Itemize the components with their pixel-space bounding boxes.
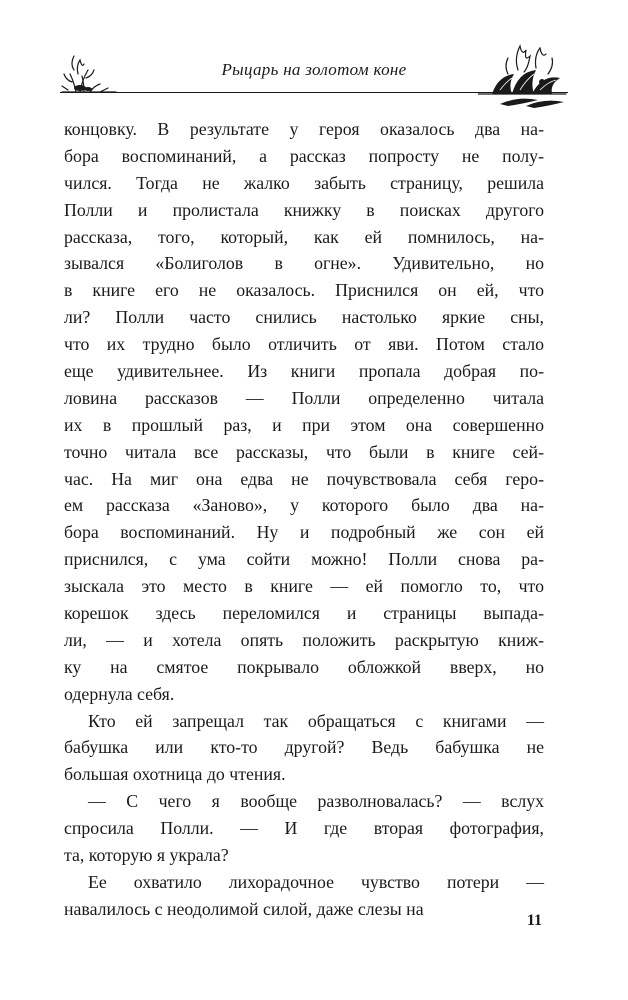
text-line: большая охотница до чтения.	[64, 764, 286, 785]
paragraph	[64, 116, 544, 708]
text-line: в книге его не оказалось. Приснился он ей, что	[64, 280, 544, 301]
text-line: чился. Тогда не жалко забыть страницу, решила	[64, 172, 544, 193]
text-line: приснился, с ума сойти можно! Полли снова ра-	[64, 549, 544, 570]
text-line: ли, — и хотела опять положить раскрытую книж-	[64, 629, 544, 650]
text-line: бабушка или кто-то другой? Ведь бабушка не	[64, 737, 544, 758]
text-line: ли? Полли часто снились настолько яркие сны,	[64, 307, 544, 328]
text-line: Ее охватило лихорадочное чувство потери —	[88, 871, 544, 892]
paragraph	[64, 708, 544, 789]
page-number: 11	[526, 912, 542, 929]
text-line: концовку. В результате у героя оказалось два на-	[64, 119, 544, 139]
text-line: их в прошлый раз, и при этом она совершенно	[64, 414, 544, 435]
text-line: рассказа, того, который, как ей помнилось, на-	[64, 226, 544, 247]
running-header-title: Рыцарь на золотом коне	[221, 60, 407, 79]
running-header	[60, 40, 568, 110]
text-line: что их трудно было отличить от яви. Потом стало	[64, 334, 544, 355]
text-line: спросила Полли. — И где вторая фотография,	[64, 818, 544, 839]
text-line: еще удивительнее. Из книги пропала добрая по-	[64, 361, 544, 382]
text-line: час. На миг она едва не почувствовала себя геро-	[64, 468, 544, 489]
text-line: ем рассказа «Заново», у которого было два на-	[64, 495, 544, 516]
body-text	[64, 116, 544, 923]
paragraph	[64, 869, 544, 923]
text-line: зывался «Болиголов в огне». Удивительно, но	[64, 253, 544, 274]
paragraph	[64, 788, 544, 869]
text-line: навалилось с неодолимой силой, даже слезы на	[64, 898, 424, 919]
text-line: зыскала это место в книге — ей помогло то, что	[64, 576, 544, 597]
text-line: одернула себя.	[64, 683, 175, 704]
text-line: бора воспоминаний, а рассказ попросту не полу-	[64, 145, 544, 166]
text-line: бора воспоминаний. Ну и подробный же сон ей	[64, 522, 544, 543]
text-line: ловина рассказов — Полли определенно читала	[64, 387, 544, 408]
fire-and-foliage-icon	[478, 40, 568, 108]
text-line: — С чего я вообще разволновалась? — вслух	[88, 791, 544, 812]
text-line: та, которую я украла?	[64, 845, 229, 866]
text-line: Кто ей запрещал так обращаться с книгами —	[88, 710, 544, 731]
text-line: корешок здесь переломился и страницы выпада-	[64, 603, 544, 624]
text-line: Полли и пролистала книжку в поисках другого	[64, 199, 544, 220]
text-line: точно читала все рассказы, что были в книге сей-	[64, 441, 544, 462]
text-line: ку на смятое покрывало обложкой вверх, но	[64, 656, 544, 677]
